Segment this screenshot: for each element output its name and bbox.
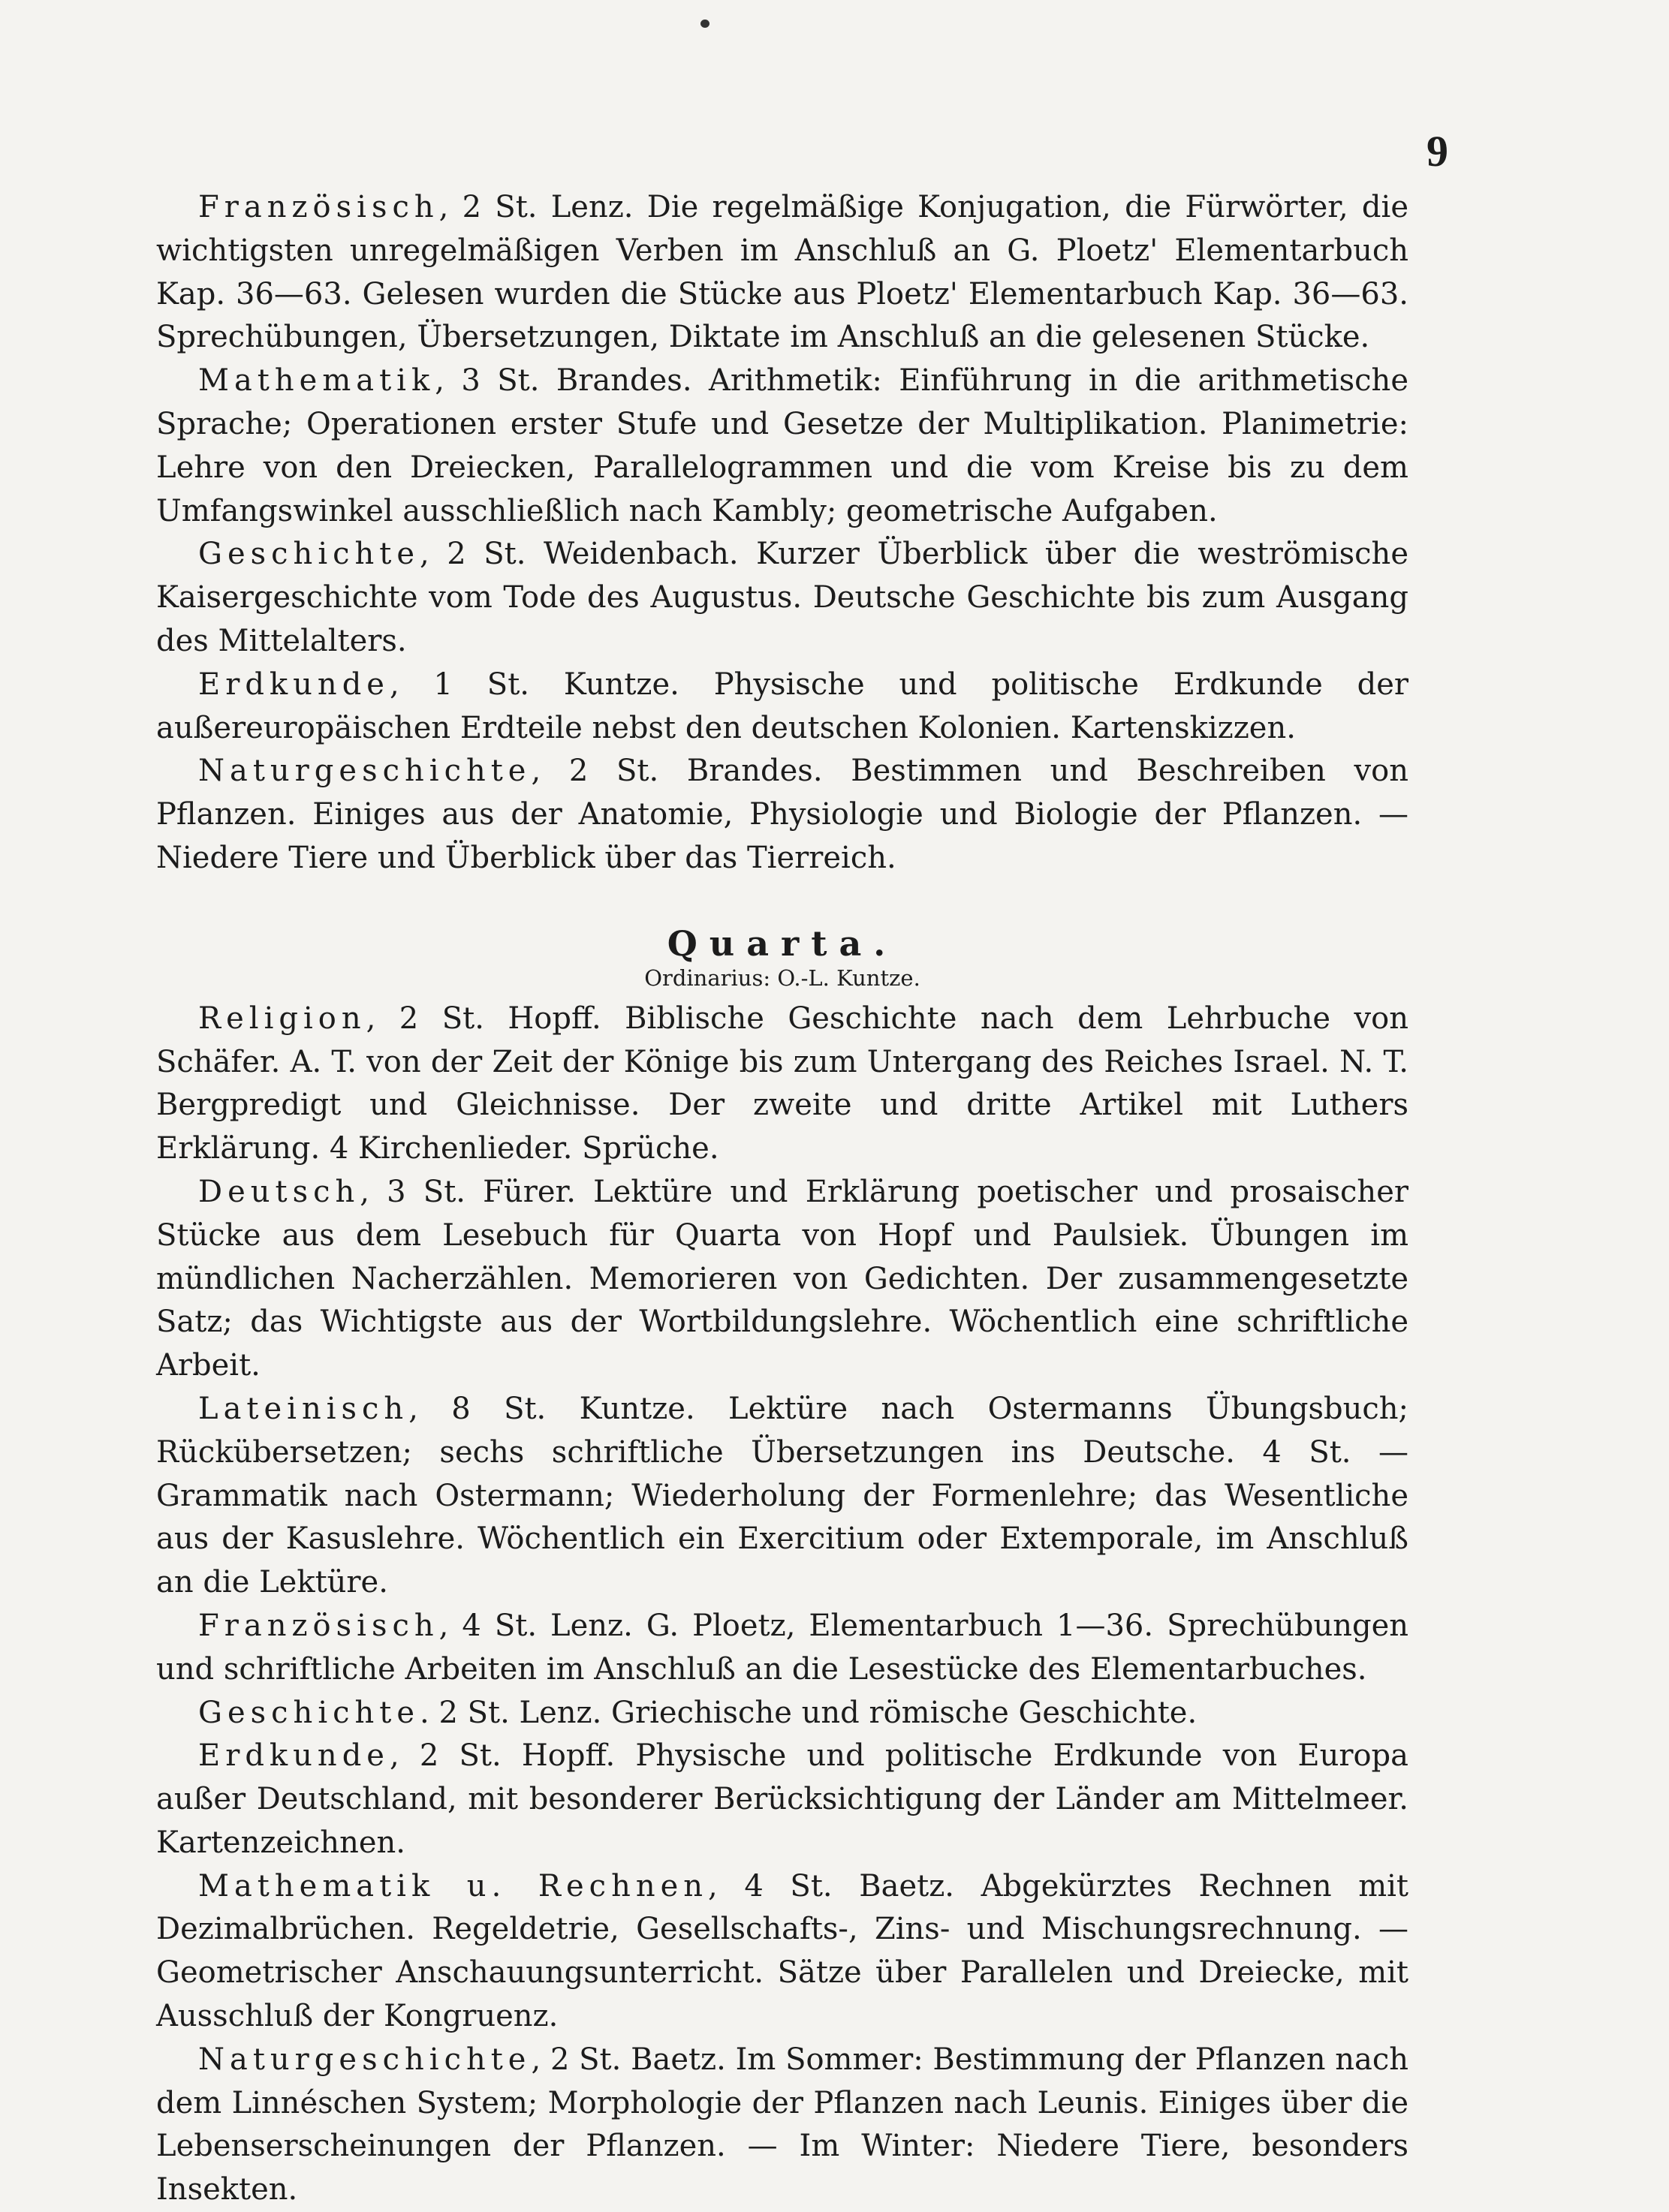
subject-text: , 3 St. Brandes. Arithmetik: Einführung in die arithmetische Sprache; Operationen erster Stufe und Gesetze der Multiplikation. Planimetrie: Lehre von den Dreiecken, Parallelogrammen und die vom Kreise bis zu dem Umfangswinkel ausschließlich nach Kambly; geometrische Aufgaben. xyxy=(156,363,1408,528)
subject-name: Französisch xyxy=(198,1608,439,1643)
subject-text: . 2 St. Lenz. Griechische und römische Geschichte. xyxy=(420,1695,1198,1730)
subject-paragraph xyxy=(156,750,1408,880)
subject-paragraph xyxy=(156,664,1408,751)
subject-text: , 3 St. Fürer. Lektüre und Erklärung poetischer und prosaischer Stücke aus dem Lesebuch für Quarta von Hopf und Paulsiek. Übungen im mündlichen Nacherzählen. Memorieren von Gedichten. Der zusammengesetzte Satz; das Wichtigste aus der Wortbildungslehre. Wöchentlich eine schriftliche Arbeit. xyxy=(156,1174,1408,1383)
subject-name: Naturgeschichte xyxy=(198,754,532,789)
subject-paragraph xyxy=(156,186,1408,360)
subject-paragraph xyxy=(156,998,1408,1171)
subject-text: , 2 St. Brandes. Bestimmen und Beschreiben von Pflanzen. Einiges aus der Anatomie, Physiologie und Biologie der Pflanzen. — Niedere Tiere und Überblick über das Tierreich. xyxy=(156,754,1408,875)
subject-name: Mathematik xyxy=(198,363,435,399)
subject-paragraph xyxy=(156,1692,1408,1735)
subject-name: Religion xyxy=(198,1001,366,1036)
subject-text: , 2 St. Weidenbach. Kurzer Überblick über die weströmische Kaisergeschichte vom Tode des Augustus. Deutsche Geschichte bis zum Ausgang des Mittelalters. xyxy=(156,537,1408,658)
subject-name: Erdkunde xyxy=(198,667,390,702)
subject-name: Erdkunde xyxy=(198,1738,390,1774)
section-subheading: Ordinarius: O.-L. Kuntze. xyxy=(644,965,920,991)
subject-text: , 4 St. Lenz. G. Ploetz, Elementarbuch 1—36. Sprechübungen und schriftliche Arbeiten im Anschluß an die Lesestücke des Elementarbuches. xyxy=(156,1608,1408,1687)
section-tertia-continued xyxy=(156,186,1408,880)
subject-paragraph xyxy=(156,533,1408,663)
subject-text: , 2 St. Hopff. Physische und politische Erdkunde von Europa außer Deutschland, mit besonderer Berücksichtigung der Länder am Mittelmeer. Kartenzeichnen. xyxy=(156,1738,1408,1860)
subject-text: , 8 St. Kuntze. Lektüre nach Ostermanns Übungsbuch; Rückübersetzen; sechs schriftliche Übersetzungen ins Deutsche. 4 St. — Grammatik nach Ostermann; Wiederholung der Formenlehre; das Wesentliche aus der Kasuslehre. Wöchentlich ein Exercitium oder Extemporale, im Anschluß an die Lektüre. xyxy=(156,1391,1408,1600)
subject-name: Mathematik u. Rechnen xyxy=(198,1868,709,1904)
subject-text: , 2 St. Baetz. Im Sommer: Bestimmung der Pflanzen nach dem Linnéschen System; Morphologie der Pflanzen nach Leunis. Einiges über die Lebenserscheinungen der Pflanzen. — Im Winter: Niedere Tiere, besonders Insekten. xyxy=(156,2042,1408,2207)
subject-name: Lateinisch xyxy=(198,1391,409,1426)
subject-paragraph xyxy=(156,1865,1408,2039)
printing-speck xyxy=(700,20,709,28)
subject-name: Naturgeschichte xyxy=(198,2042,532,2077)
subject-text: , 1 St. Kuntze. Physische und politische Erdkunde der außereuropäischen Erdteile nebst den deutschen Kolonien. Kartenskizzen. xyxy=(156,667,1408,745)
subject-paragraph xyxy=(156,1388,1408,1605)
subject-name: Geschichte xyxy=(198,537,420,572)
page-number: 9 xyxy=(1426,127,1448,176)
subject-text: , 4 St. Baetz. Abgekürztes Rechnen mit Dezimalbrüchen. Regeldetrie, Gesellschafts-, Zins- und Mischungsrechnung. — Geometrischer Anschauungsunterricht. Sätze über Parallelen und Dreiecke, mit Ausschluß der Kongruenz. xyxy=(156,1868,1409,2034)
subject-paragraph xyxy=(156,360,1408,533)
subject-paragraph xyxy=(156,2039,1408,2212)
subject-paragraph xyxy=(156,1735,1408,1864)
subject-name: Deutsch xyxy=(198,1174,360,1209)
subject-name: Geschichte xyxy=(198,1695,420,1730)
page-body xyxy=(156,186,1408,2212)
section-heading: Quarta. xyxy=(667,922,898,964)
subject-paragraph xyxy=(156,1605,1408,1692)
section-quarta xyxy=(156,921,1408,2212)
subject-paragraph xyxy=(156,1171,1408,1388)
subject-text: , 2 St. Hopff. Biblische Geschichte nach dem Lehrbuche von Schäfer. A. T. von der Zeit der Könige bis zum Untergang des Reiches Israel. N. T. Bergpredigt und Gleichnisse. Der zweite und dritte Artikel mit Luthers Erklärung. 4 Kirchenlieder. Sprüche. xyxy=(156,1001,1408,1166)
subject-name: Französisch xyxy=(198,190,439,224)
subject-text: , 2 St. Lenz. Die regelmäßige Konjugation, die Fürwörter, die wichtigsten unregelmäßigen Verben im Anschluß an G. Ploetz' Elementarbuch Kap. 36—63. Gelesen wurden die Stücke aus Ploetz' Elementarbuch Kap. 36—63. Sprechübungen, Übersetzungen, Diktate im Anschluß an die gelesenen Stücke. xyxy=(156,190,1408,355)
